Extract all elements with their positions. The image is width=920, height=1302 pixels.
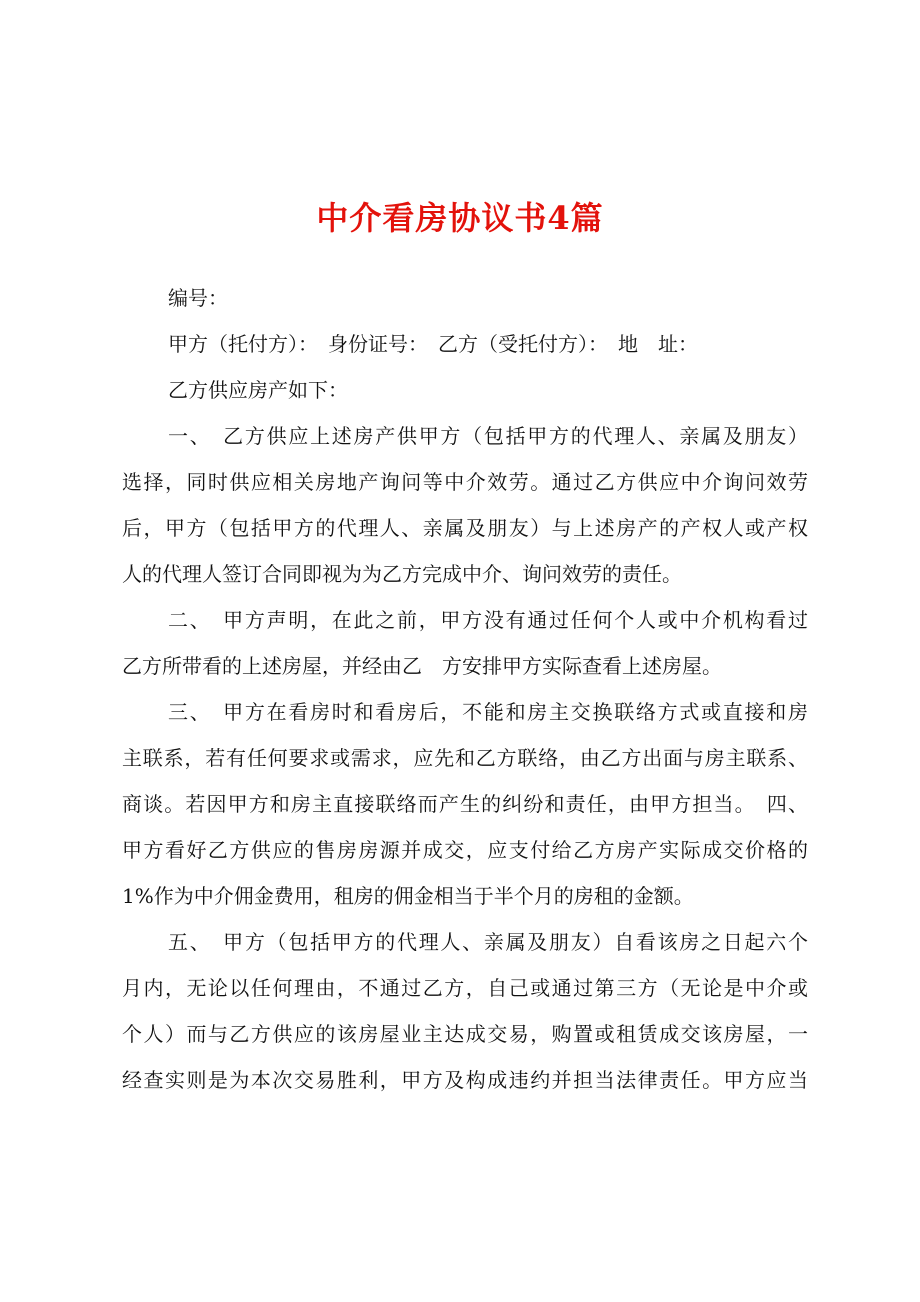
clause-2-line: 二、 甲方声明，在此之前，甲方没有通过任何个人或中介机构看过 bbox=[168, 608, 808, 632]
clause-4-line: 甲方看好乙方供应的售房房源并成交，应支付给乙方房产实际成交价格的 bbox=[122, 838, 808, 862]
clause-3-line: 三、 甲方在看房时和看房后，不能和房主交换联络方式或直接和房 bbox=[168, 700, 808, 724]
clause-5-line: 个人）而与乙方供应的该房屋业主达成交易，购置或租赁成交该房屋，一 bbox=[122, 1022, 808, 1046]
serial-number-line: 编号： bbox=[168, 286, 228, 310]
clause-1-line: 选择，同时供应相关房地产询问等中介效劳。通过乙方供应中介询问效劳 bbox=[122, 470, 808, 494]
clause-5-line: 月内，无论以任何理由，不通过乙方，自己或通过第三方（无论是中介或 bbox=[122, 976, 808, 1000]
parties-line: 甲方（托付方）： 身份证号： 乙方（受托付方）： 地 址： bbox=[168, 332, 698, 356]
document-title: 中介看房协议书4篇 bbox=[316, 199, 604, 237]
property-intro-line: 乙方供应房产如下： bbox=[168, 378, 348, 402]
clause-2-line: 乙方所带看的上述房屋，并经由乙 方安排甲方实际查看上述房屋。 bbox=[122, 654, 722, 678]
clause-5-line: 五、 甲方（包括甲方的代理人、亲属及朋友）自看该房之日起六个 bbox=[168, 930, 808, 954]
clause-1-line: 一、 乙方供应上述房产供甲方（包括甲方的代理人、亲属及朋友） bbox=[168, 424, 808, 448]
document-body bbox=[122, 275, 808, 1103]
clause-1-line: 人的代理人签订合同即视为为乙方完成中介、询问效劳的责任。 bbox=[122, 562, 682, 586]
clause-4-line: 1%作为中介佣金费用，租房的佣金相当于半个月的房租的金额。 bbox=[122, 884, 694, 908]
clause-1-line: 后，甲方（包括甲方的代理人、亲属及朋友）与上述房产的产权人或产权 bbox=[122, 516, 808, 540]
clause-3-line: 商谈。若因甲方和房主直接联络而产生的纠纷和责任，由甲方担当。 四、 bbox=[122, 792, 808, 816]
clause-5-line: 经查实则是为本次交易胜利，甲方及构成违约并担当法律责任。甲方应当 bbox=[122, 1068, 808, 1092]
clause-3-line: 主联系，若有任何要求或需求，应先和乙方联络，由乙方出面与房主联系、 bbox=[122, 746, 808, 770]
